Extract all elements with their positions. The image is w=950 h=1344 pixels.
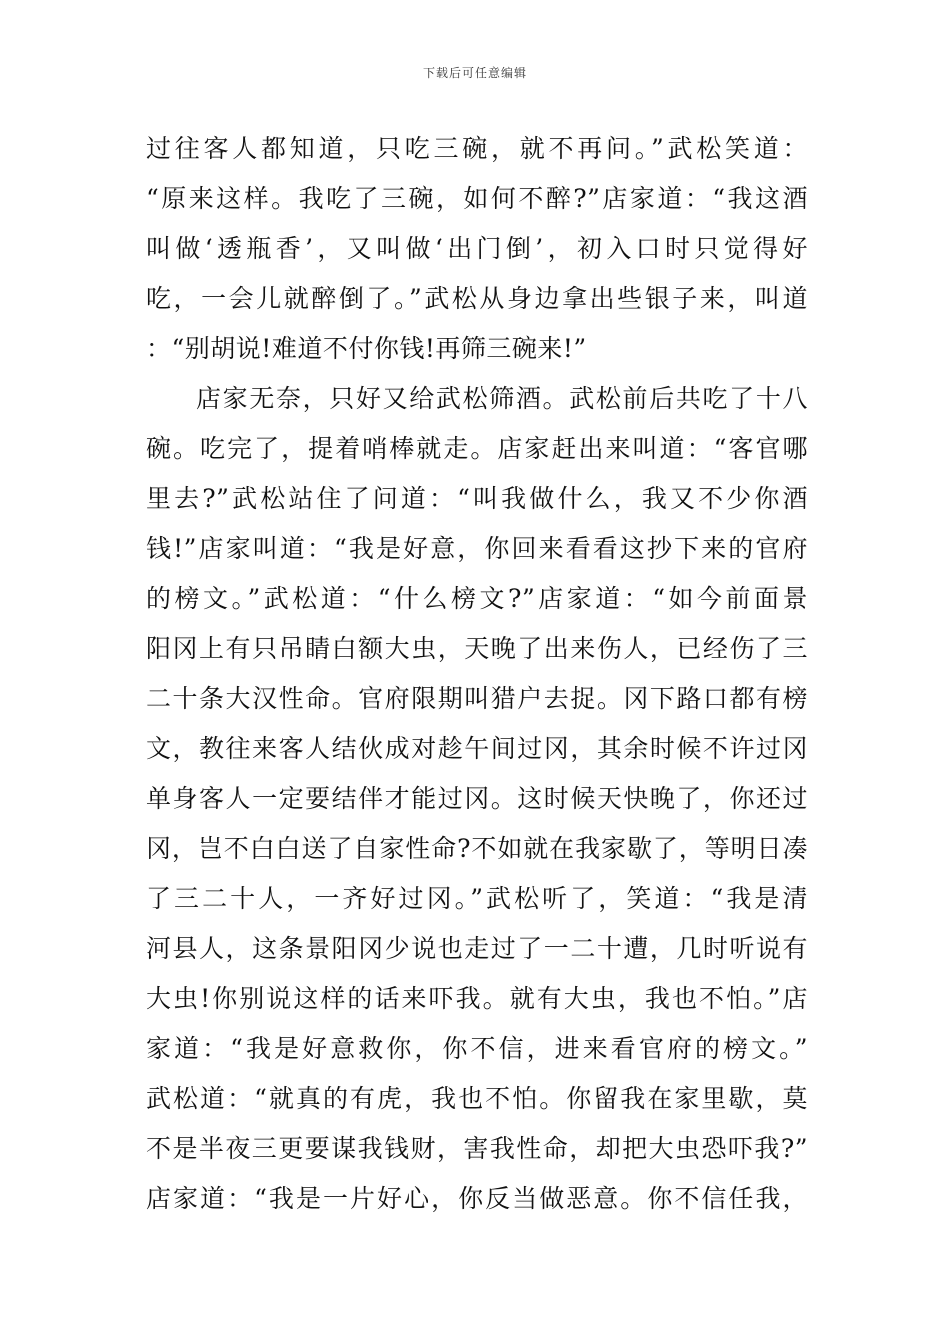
page-header: 下载后可任意编辑	[422, 66, 527, 80]
text-line: 河县人，这条景阳冈少说也走过了一二十遭，几时听说有	[146, 934, 808, 963]
text-line: 大虫!你别说这样的话来吓我。就有大虫，我也不怕。”店	[146, 984, 808, 1013]
document-body	[146, 124, 808, 1224]
text-line: 冈，岂不白白送了自家性命?不如就在我家歇了，等明日凑	[146, 834, 808, 863]
text-line: 武松道：“就真的有虎，我也不怕。你留我在家里歇，莫	[146, 1084, 808, 1113]
text-line: 钱!”店家叫道：“我是好意，你回来看看这抄下来的官府	[146, 534, 808, 563]
text-line: 不是半夜三更要谋我钱财，害我性命，却把大虫恐吓我?”	[146, 1134, 808, 1163]
text-line: 碗。吃完了，提着哨棒就走。店家赶出来叫道：“客官哪	[146, 434, 808, 463]
text-line: 里去?”武松站住了问道：“叫我做什么，我又不少你酒	[146, 484, 808, 513]
text-line: 家道：“我是好意救你，你不信，进来看官府的榜文。”	[146, 1034, 808, 1063]
text-line: 店家道：“我是一片好心，你反当做恶意。你不信任我，	[146, 1184, 808, 1213]
text-line: ：“别胡说!难道不付你钱!再筛三碗来!”	[146, 334, 587, 363]
text-line: “原来这样。我吃了三碗，如何不醉?”店家道：“我这酒	[146, 184, 808, 213]
text-line: 叫做‘透瓶香’，又叫做‘出门倒’，初入口时只觉得好	[146, 234, 808, 263]
paragraph-first-line: 店家无奈，只好又给武松筛酒。武松前后共吃了十八	[196, 384, 808, 413]
text-line: 了三二十人，一齐好过冈。”武松听了，笑道：“我是清	[146, 884, 808, 913]
text-line: 过往客人都知道，只吃三碗，就不再问。”武松笑道：	[146, 134, 808, 163]
text-line: 阳冈上有只吊睛白额大虫，天晚了出来伤人，已经伤了三	[146, 634, 808, 663]
text-line: 的榜文。”武松道：“什么榜文?”店家道：“如今前面景	[146, 584, 808, 613]
text-line: 单身客人一定要结伴才能过冈。这时候天快晚了，你还过	[146, 784, 808, 813]
text-line: 二十条大汉性命。官府限期叫猎户去捉。冈下路口都有榜	[146, 684, 808, 713]
text-line: 吃，一会儿就醉倒了。”武松从身边拿出些银子来，叫道	[146, 284, 808, 313]
text-line: 文，教往来客人结伙成对趁午间过冈，其余时候不许过冈	[146, 734, 808, 763]
